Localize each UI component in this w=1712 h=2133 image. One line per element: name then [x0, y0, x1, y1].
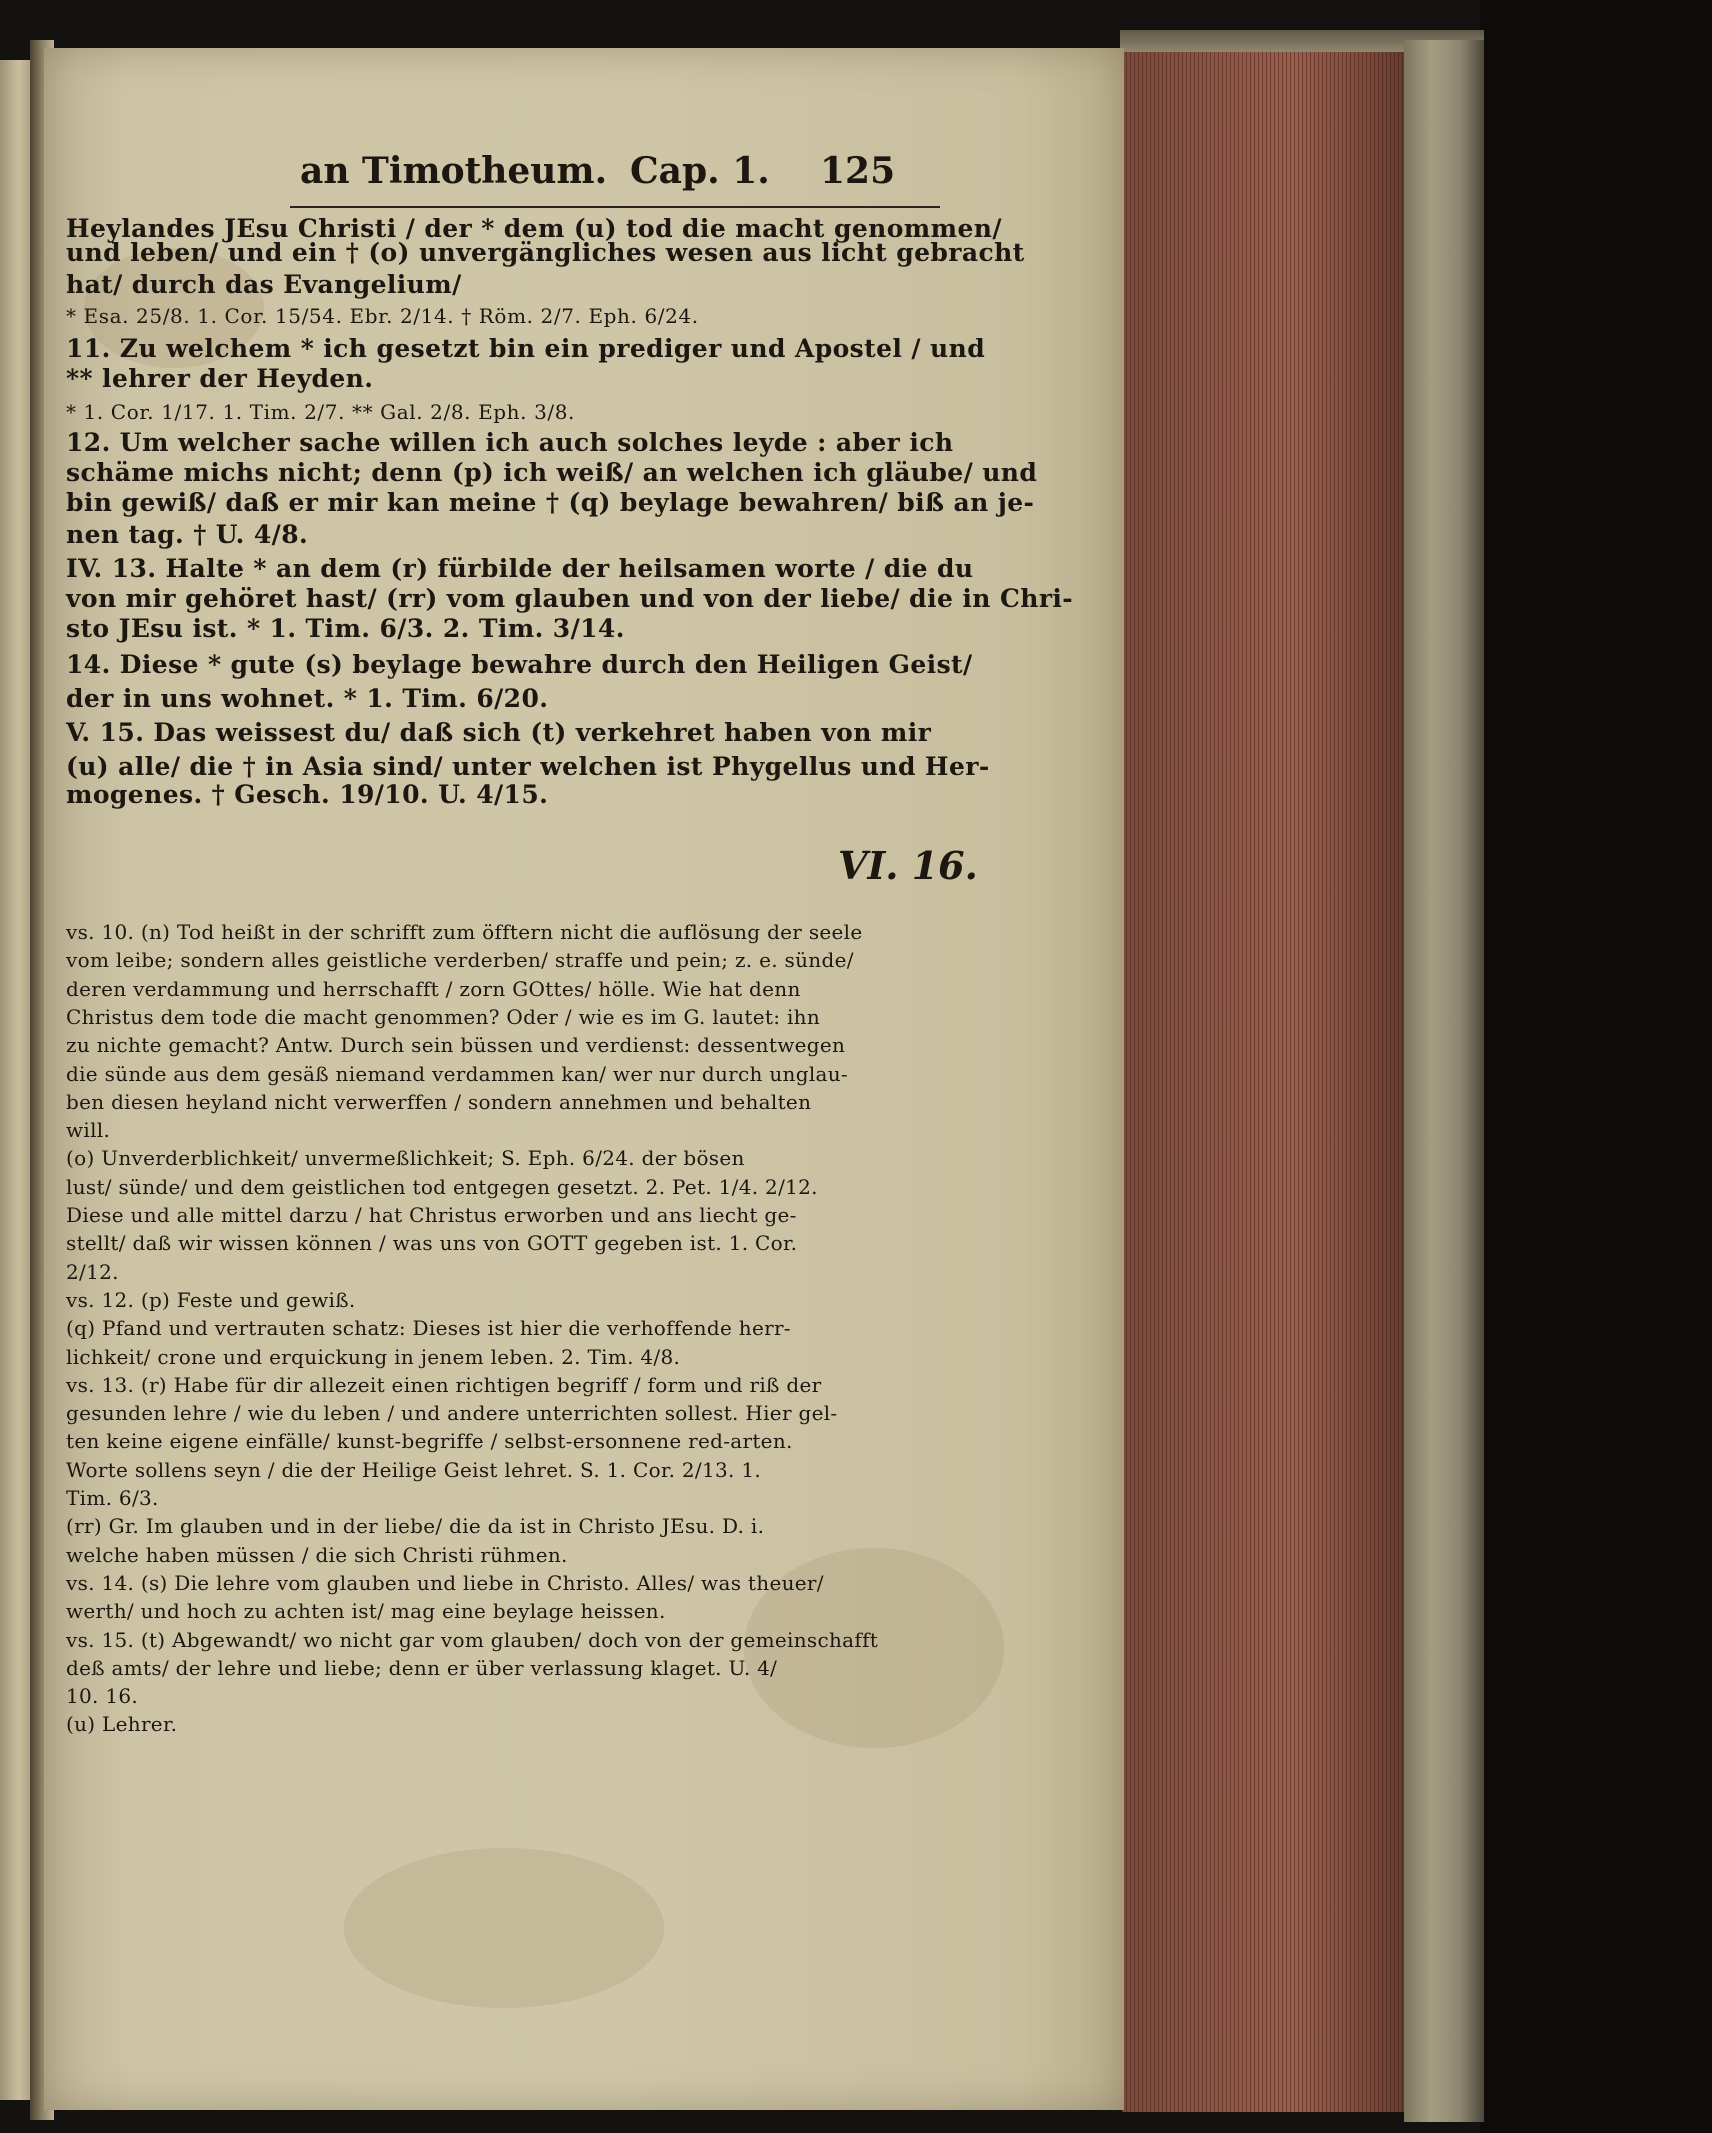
running-title: an Timotheum.: [300, 150, 608, 192]
text-line: bin gewiß/ daß er mir kan meine † (q) beylage bewahren/ biß an je-: [66, 488, 1035, 517]
note-line: deren verdammung und herrschafft / zorn GOttes/ hölle. Wie hat denn: [66, 977, 801, 1001]
note-line: Christus dem tode die macht genommen? Oder / wie es im G. lautet: ihn: [66, 1005, 820, 1029]
text-line: ** lehrer der Heyden.: [66, 364, 374, 393]
header-rule: [290, 206, 940, 208]
note-line: vs. 10. (n) Tod heißt in der schrifft zum öfftern nicht die auflösung der seele: [66, 920, 863, 944]
page-number: 125: [820, 150, 896, 192]
text-line: hat/ durch das Evangelium/: [66, 270, 462, 299]
note-line: welche haben müssen / die sich Christi rühmen.: [66, 1543, 568, 1567]
note-line: ben diesen heyland nicht verwerffen / sondern annehmen und behalten: [66, 1090, 812, 1114]
note-line: vom leibe; sondern alles geistliche verderben/ straffe und pein; z. e. sünde/: [66, 948, 854, 972]
note-line: deß amts/ der lehre und liebe; denn er über verlassung klaget. U. 4/: [66, 1656, 778, 1680]
text-line: von mir gehöret hast/ (rr) vom glauben und von der liebe/ die in Chri-: [66, 584, 1074, 613]
note-line: ten keine eigene einfälle/ kunst-begriffe / selbst-ersonnene red-arten.: [66, 1429, 793, 1453]
text-line: der in uns wohnet. * 1. Tim. 6/20.: [66, 684, 549, 713]
catchword: VI. 16.: [838, 843, 978, 888]
text-line: V. 15. Das weissest du/ daß sich (t) verkehret haben von mir: [66, 718, 932, 747]
note-line: zu nichte gemacht? Antw. Durch sein büssen und verdienst: dessentwegen: [66, 1033, 846, 1057]
paper-stain: [344, 1848, 664, 2008]
bible-text: [66, 214, 1074, 854]
text-line: Heylandes JEsu Christi / der * dem (u) tod die macht genommen/: [66, 214, 1002, 243]
note-line: die sünde aus dem gesäß niemand verdammen kan/ wer nur durch unglau-: [66, 1062, 848, 1086]
note-line: vs. 15. (t) Abgewandt/ wo nicht gar vom glauben/ doch von der gemeinschafft: [66, 1628, 879, 1652]
text-line: 14. Diese * gute (s) beylage bewahre durch den Heiligen Geist/: [66, 650, 973, 679]
note-line: lichkeit/ crone und erquickung in jenem leben. 2. Tim. 4/8.: [66, 1345, 681, 1369]
note-line: (o) Unverderblichkeit/ unvermeßlichkeit; S. Eph. 6/24. der bösen: [66, 1146, 745, 1170]
chapter-label: Cap. 1.: [630, 150, 770, 192]
page-fore-edge: [1122, 52, 1410, 2112]
text-line: nen tag. † U. 4/8.: [66, 520, 309, 549]
note-line: (q) Pfand und vertrauten schatz: Dieses ist hier die verhoffende herr-: [66, 1316, 791, 1340]
note-line: 10. 16.: [66, 1684, 139, 1708]
note-line: stellt/ daß wir wissen können / was uns von GOTT gegeben ist. 1. Cor.: [66, 1231, 798, 1255]
text-line: * Esa. 25/8. 1. Cor. 15/54. Ebr. 2/14. † Röm. 2/7. Eph. 6/24.: [66, 304, 699, 328]
note-line: gesunden lehre / wie du leben / und andere unterrichten sollest. Hier gel-: [66, 1401, 838, 1425]
text-line: sto JEsu ist. * 1. Tim. 6/3. 2. Tim. 3/14.: [66, 614, 625, 643]
previous-page-edge: [0, 60, 34, 2100]
text-line: (u) alle/ die † in Asia sind/ unter welchen ist Phygellus und Her-: [66, 752, 990, 781]
note-line: werth/ und hoch zu achten ist/ mag eine beylage heissen.: [66, 1599, 666, 1623]
note-line: will.: [66, 1118, 111, 1142]
note-line: Worte sollens seyn / die der Heilige Geist lehret. S. 1. Cor. 2/13. 1.: [66, 1458, 762, 1482]
text-line: IV. 13. Halte * an dem (r) fürbilde der heilsamen worte / die du: [66, 554, 974, 583]
note-line: vs. 12. (p) Feste und gewiß.: [66, 1288, 356, 1312]
running-header: [300, 150, 940, 206]
note-line: Tim. 6/3.: [66, 1486, 159, 1510]
note-line: (rr) Gr. Im glauben und in der liebe/ die da ist in Christo JEsu. D. i.: [66, 1514, 765, 1538]
text-line: 12. Um welcher sache willen ich auch solches leyde : aber ich: [66, 428, 954, 457]
note-line: (u) Lehrer.: [66, 1712, 178, 1736]
text-line: * 1. Cor. 1/17. 1. Tim. 2/7. ** Gal. 2/8. Eph. 3/8.: [66, 400, 576, 424]
note-line: vs. 13. (r) Habe für dir allezeit einen richtigen begriff / form und riß der: [66, 1373, 822, 1397]
commentary-notes: [66, 920, 946, 1750]
text-line: mogenes. † Gesch. 19/10. U. 4/15.: [66, 780, 549, 809]
note-line: lust/ sünde/ und dem geistlichen tod entgegen gesetzt. 2. Pet. 1/4. 2/12.: [66, 1175, 818, 1199]
text-line: 11. Zu welchem * ich gesetzt bin ein prediger und Apostel / und: [66, 334, 986, 363]
dark-background: [1480, 0, 1712, 2133]
note-line: 2/12.: [66, 1260, 119, 1284]
text-line: schäme michs nicht; denn (p) ich weiß/ an welchen ich gläube/ und: [66, 458, 1038, 487]
note-line: Diese und alle mittel darzu / hat Christus erworben und ans liecht ge-: [66, 1203, 797, 1227]
book-cover-edge: [1404, 40, 1484, 2122]
note-line: vs. 14. (s) Die lehre vom glauben und liebe in Christo. Alles/ was theuer/: [66, 1571, 824, 1595]
text-line: und leben/ und ein † (o) unvergängliches wesen aus licht gebracht: [66, 238, 1025, 267]
